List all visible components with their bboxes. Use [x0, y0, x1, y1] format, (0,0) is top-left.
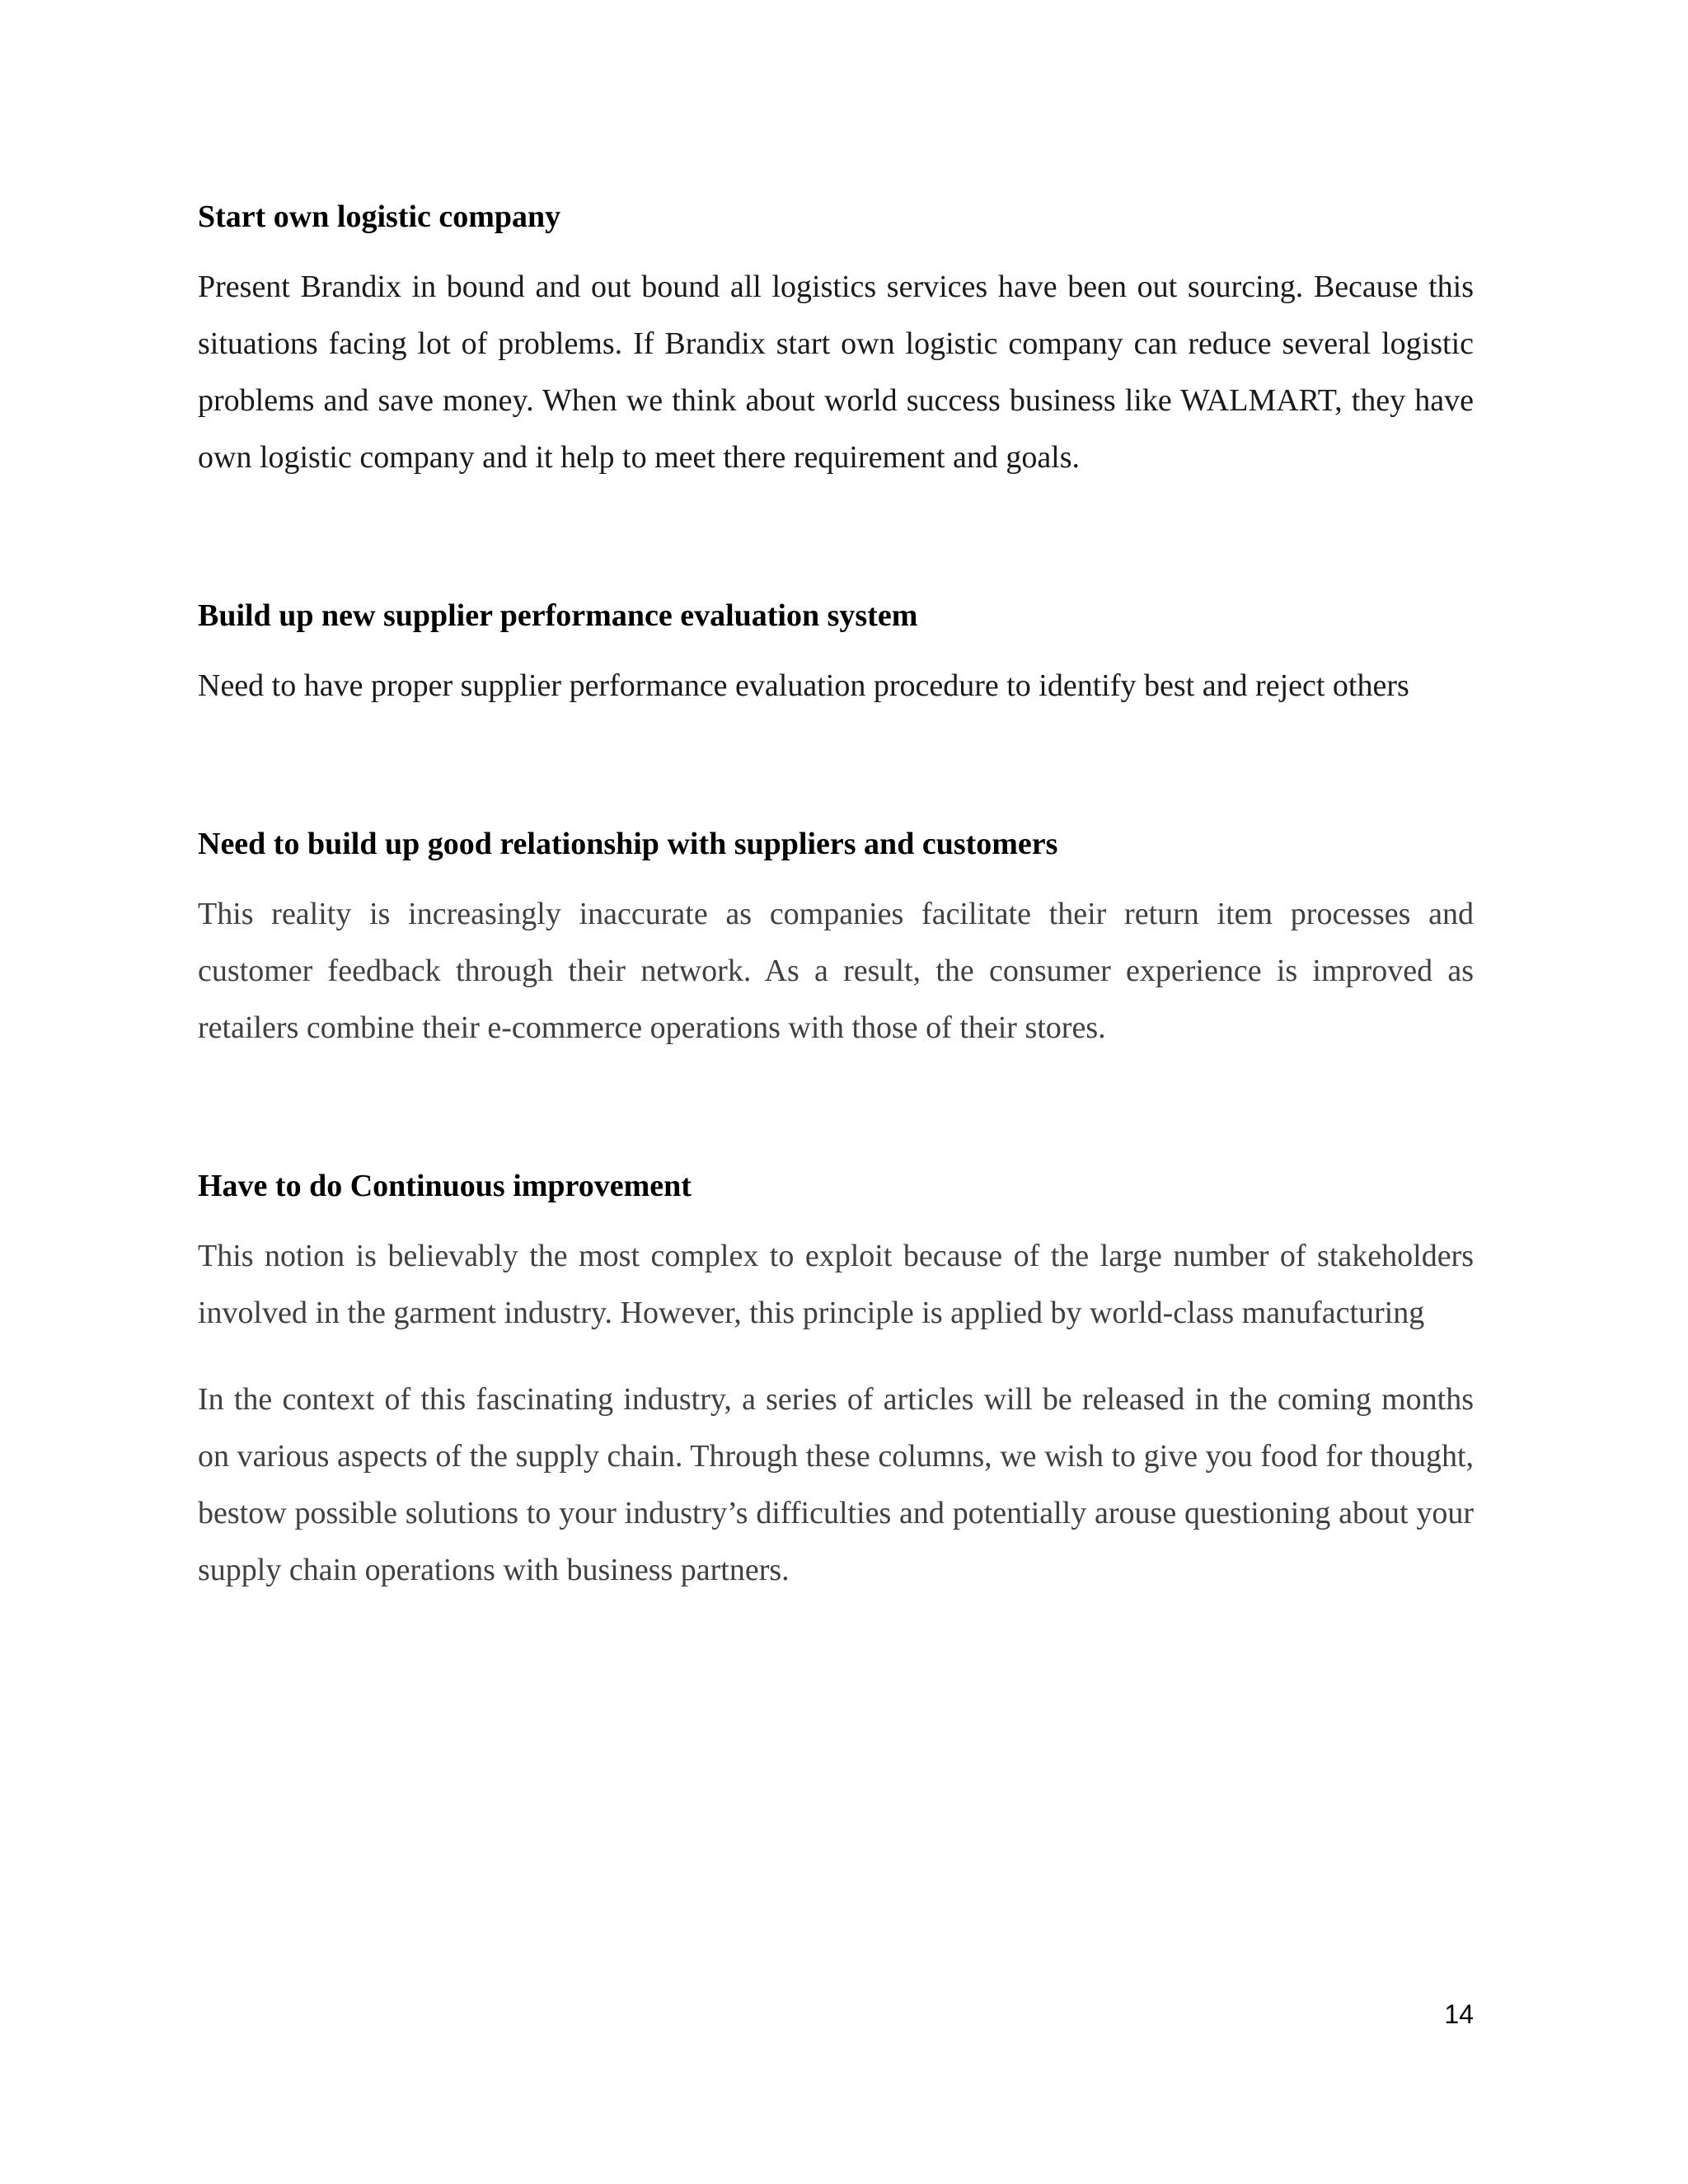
- section-heading: Start own logistic company: [198, 199, 561, 234]
- section-start-own-logistic-company: [198, 194, 1474, 486]
- page-content: [198, 194, 1474, 1599]
- section-paragraph: This reality is increasingly inaccurate as companies facilitate their return item processes and customer feedback through their network. As a result, the consumer experience is improved as retailers combine their e-commerce operations with those of their stores.: [198, 897, 1474, 1045]
- section-paragraph: Present Brandix in bound and out bound all logistics services have been out sourcing. Because this situations facing lot of problems. If Brandix start own logistic company can reduce several logistic problems and save money. When we think about world success business like WALMART, they have own logistic company and it help to meet there requirement and goals.: [198, 269, 1474, 475]
- section-continuous-improvement: [198, 1164, 1474, 1599]
- page-number: 14: [1444, 1999, 1474, 2029]
- section-relationship: [198, 822, 1474, 1057]
- section-heading: Build up new supplier performance evaluation system: [198, 598, 918, 633]
- section-paragraph: In the context of this fascinating industry, a series of articles will be released in the coming months on various aspects of the supply chain. Through these columns, we wish to give you food for thought, bestow possible solutions to your industry’s difficulties and potentially arouse questioning about your supply chain operations with business partners.: [198, 1382, 1474, 1587]
- section-paragraph: This notion is believably the most complex to exploit because of the large number of stakeholders involved in the garment industry. However, this principle is applied by world-class manufacturing: [198, 1239, 1474, 1330]
- section-heading: Need to build up good relationship with suppliers and customers: [198, 827, 1058, 861]
- section-supplier-evaluation: [198, 593, 1474, 715]
- section-paragraph: Need to have proper supplier performance evaluation procedure to identify best and reject others: [198, 668, 1409, 703]
- section-heading: Have to do Continuous improvement: [198, 1169, 692, 1203]
